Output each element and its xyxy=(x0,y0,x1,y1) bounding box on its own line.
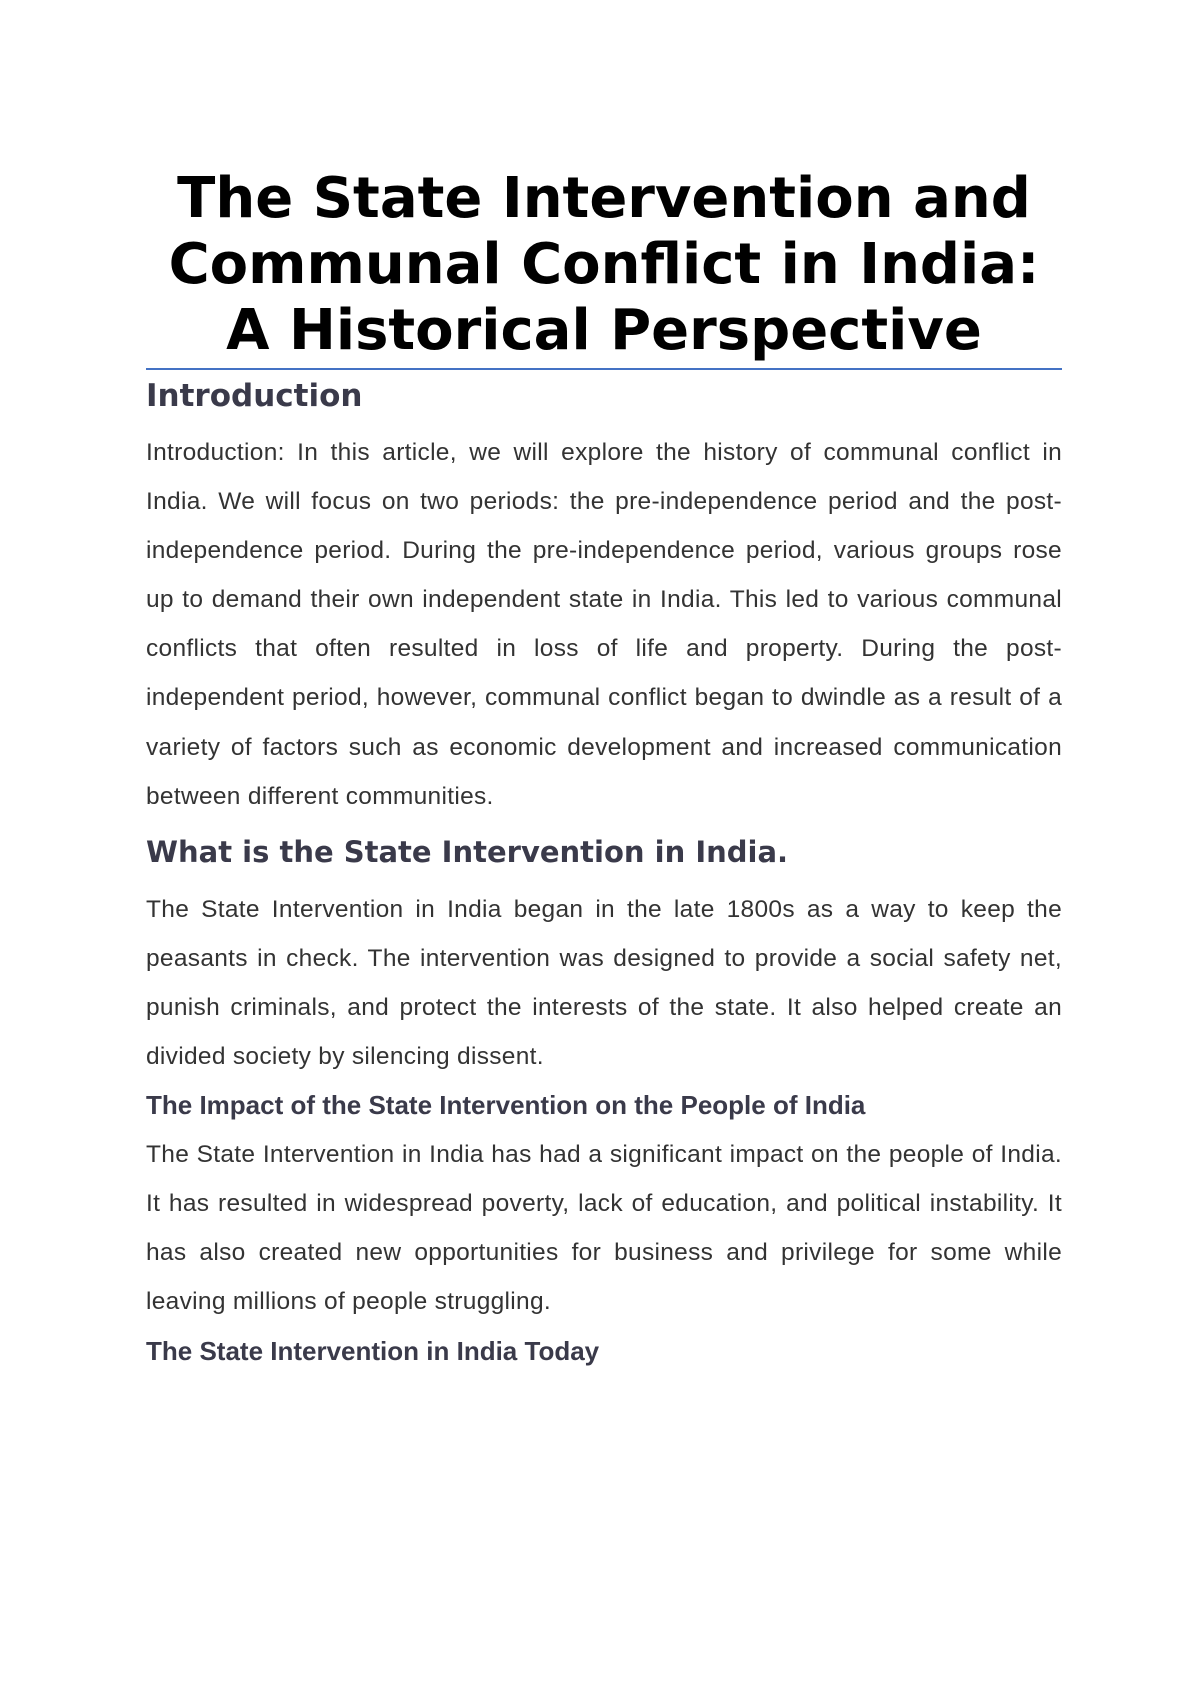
heading-impact: The Impact of the State Intervention on the People of India xyxy=(146,1090,866,1121)
paragraph-impact: The State Intervention in India has had a significant impact on the people of India. It has resulted in widespread poverty, lack of education, and political instability. It has also created new opportunities for business and privilege for some while leaving millions of people struggling. xyxy=(146,1141,1062,1316)
heading-state-intervention-today: The State Intervention in India Today xyxy=(146,1335,600,1366)
heading-introduction: Introduction xyxy=(146,378,363,414)
document-page xyxy=(146,166,1062,1376)
paragraph-what-is-state-intervention: The State Intervention in India began in the late 1800s as a way to keep the peasants in check. The intervention was designed to provide a social safety net, punish criminals, and protect the interests of the state. It also helped create an divided society by silencing dissent. xyxy=(146,895,1062,1071)
title-underline-rule xyxy=(146,368,1062,370)
document-title: The State Intervention and Communal Conflict in India: A Historical Perspective xyxy=(168,166,1040,363)
heading-what-is-state-intervention: What is the State Intervention in India. xyxy=(146,834,789,869)
paragraph-introduction: Introduction: In this article, we will explore the history of communal conflict in India. We will focus on two periods: the pre-independence period and the post-independence period. During the pre-independence period, various groups rose up to demand their own independent state in India. This led to various communal conflicts that often resulted in loss of life and property. During the post-independent period, however, communal conflict began to dwindle as a result of a variety of factors such as economic development and increased communication between different communities. xyxy=(146,439,1062,810)
